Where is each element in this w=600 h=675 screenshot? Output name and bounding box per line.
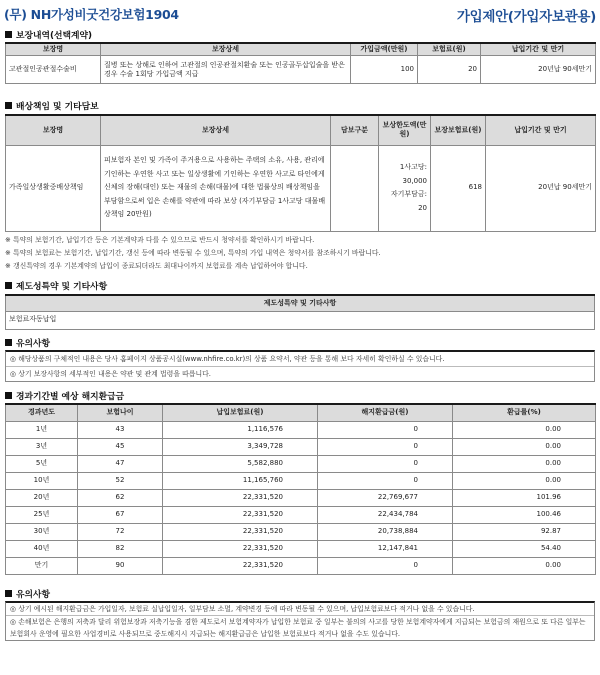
- refund-cell: 3,349,728: [163, 438, 318, 455]
- refund-cell: 43: [78, 421, 163, 438]
- table-header-row: 경과년도 보험나이 납입보험료(원) 해지환급금(원) 환급률(%): [6, 404, 596, 421]
- liability-period: 20년납 90세만기: [486, 145, 596, 231]
- refund-cell: 101.96: [453, 489, 596, 506]
- square-bullet-icon: [5, 392, 12, 399]
- table-row: [6, 506, 596, 523]
- liability-section-title: 배상책임 및 기타담보: [5, 99, 99, 112]
- refund-section-title: 경과기간별 예상 해지환급금: [5, 389, 124, 402]
- refund-cell: 20년: [6, 489, 78, 506]
- refund-cell: 0.00: [453, 455, 596, 472]
- liability-premium: 618: [431, 145, 486, 231]
- refund-cell: 30년: [6, 523, 78, 540]
- refund-cell: 22,331,520: [163, 540, 318, 557]
- table-row: [6, 145, 596, 231]
- coverage-amount: 100: [351, 56, 418, 84]
- liability-type: [331, 145, 379, 231]
- refund-cell: 52: [78, 472, 163, 489]
- refund-cell: 0: [318, 557, 453, 574]
- liability-detail: 피보험자 본인 및 가족이 주거용으로 사용하는 주택의 소유, 사용, 관리에 기인하는 우연한 사고 또는 일상생활에 기인하는 우연한 사고로 타인에게 신체의 장해(대인) 또는 재물의 손해(대물)에 대한 법률상의 배상책임을 부담함으로써 입은 손해를 약관에 따라 보상 (자기부담금 1사고당 대물배상책임 20만원): [101, 145, 331, 231]
- refund-cell: 5년: [6, 455, 78, 472]
- table-row: [6, 421, 596, 438]
- system-item: 보험료자동납입: [6, 311, 595, 329]
- refund-cell: 22,331,520: [163, 523, 318, 540]
- refund-cell: 10년: [6, 472, 78, 489]
- system-section-title: 제도성특약 및 기타사항: [5, 279, 107, 292]
- coverage-premium: 20: [418, 56, 481, 84]
- refund-cell: 1년: [6, 421, 78, 438]
- coverage-detail: 질병 또는 상해로 인하여 고관절의 인공관절치환술 또는 인공골두삽입술을 받은 경우 수술 1회당 가입금액 지급: [101, 56, 351, 84]
- refund-cell: 3년: [6, 438, 78, 455]
- square-bullet-icon: [5, 282, 12, 289]
- note-item: ※ 특약의 보험기간, 납입기간 등은 기본계약과 다를 수 있으므로 반드시 청약서를 확인하시기 바랍니다.: [5, 236, 315, 244]
- table-row: [6, 472, 596, 489]
- refund-cell: 11,165,760: [163, 472, 318, 489]
- refund-cell: 82: [78, 540, 163, 557]
- refund-cell: 22,434,784: [318, 506, 453, 523]
- refund-cell: 0.00: [453, 557, 596, 574]
- coverage-name: 고관절인공관절수술비: [6, 56, 101, 84]
- caution-line: ◎ 손해보험은 은행의 저축과 달리 위험보장과 저축기능을 겸한 제도로서 보험계약자가 납입한 보험료 중 일부는 불의의 사고를 당한 보험계약자에게 지급되는 보험금의 재원으로 또 다른 일부는 보험회사 운영에 필요한 사업경비로 사용되므로 중도해지시 지급되는 해지환급금은 납입한 보험료보다 적거나 없을 수도 있습니다.: [6, 615, 594, 640]
- note-item: ※ 갱신특약의 경우 기본계약의 납입이 종료되더라도 최대나이까지 보험료를 계속 납입하여야 합니다.: [5, 262, 308, 270]
- refund-cell: 45: [78, 438, 163, 455]
- refund-cell: 0.00: [453, 438, 596, 455]
- table-header-row: 보장명 보장상세 담보구분 보상한도액(만원) 보장보험료(원) 납입기간 및 만기: [6, 115, 596, 145]
- refund-cell: 0: [318, 421, 453, 438]
- refund-cell: 0: [318, 455, 453, 472]
- square-bullet-icon: [5, 102, 12, 109]
- company-product-title: (무) NH가성비굿건강보험1904: [4, 7, 179, 22]
- refund-cell: 5,582,880: [163, 455, 318, 472]
- refund-cell: 22,331,520: [163, 489, 318, 506]
- table-header-row: 보장명 보장상세 가입금액(만원) 보험료(원) 납입기간 및 만기: [6, 43, 596, 56]
- notes-list: [5, 234, 595, 273]
- caution2-box: [5, 601, 595, 641]
- table-row: [6, 523, 596, 540]
- table-row: [6, 455, 596, 472]
- coverage-table: [5, 42, 596, 84]
- square-bullet-icon: [5, 31, 12, 38]
- liability-name: 가족일상생활중배상책임: [6, 145, 101, 231]
- square-bullet-icon: [5, 339, 12, 346]
- refund-cell: 72: [78, 523, 163, 540]
- liability-limit: 1사고당: 30,000 자기부담금: 20: [379, 145, 431, 231]
- refund-cell: 54.40: [453, 540, 596, 557]
- caution-line: ◎ 상기 보장사항의 세부적인 내용은 약관 및 관계 법령을 따릅니다.: [6, 366, 594, 381]
- caution1-box: [5, 350, 595, 382]
- refund-cell: 90: [78, 557, 163, 574]
- table-row: [6, 557, 596, 574]
- refund-cell: 62: [78, 489, 163, 506]
- table-row: [6, 489, 596, 506]
- refund-cell: 0.00: [453, 421, 596, 438]
- table-row: [6, 311, 595, 329]
- coverage-period: 20년납 90세만기: [481, 56, 596, 84]
- refund-cell: 12,147,841: [318, 540, 453, 557]
- document-type-title: 가입제안(가입자보관용): [456, 9, 596, 25]
- document-header: [4, 3, 596, 23]
- refund-cell: 67: [78, 506, 163, 523]
- refund-cell: 47: [78, 455, 163, 472]
- square-bullet-icon: [5, 590, 12, 597]
- refund-cell: 0: [318, 438, 453, 455]
- table-row: [6, 438, 596, 455]
- table-row: [6, 540, 596, 557]
- refund-cell: 100.46: [453, 506, 596, 523]
- refund-cell: 22,331,520: [163, 506, 318, 523]
- liability-table: [5, 114, 596, 232]
- refund-cell: 22,331,520: [163, 557, 318, 574]
- caution1-section-title: 유의사항: [5, 336, 50, 349]
- coverage-section-title: 보장내역(선택계약): [5, 28, 92, 41]
- refund-cell: 20,738,884: [318, 523, 453, 540]
- refund-cell: 92.87: [453, 523, 596, 540]
- caution-line: ◎ 해당상품의 구체적인 내용은 당사 홈페이지 상품공시실(www.nhfire.co.kr)의 상품 요약서, 약관 등을 통해 보다 자세히 확인하실 수 있습니다.: [10, 355, 445, 363]
- refund-cell: 40년: [6, 540, 78, 557]
- refund-cell: 0: [318, 472, 453, 489]
- refund-table: [5, 403, 596, 575]
- caution-line: ◎ 상기 예시된 해지환급금은 가입일자, 보험료 실납입일자, 일부담보 소멸, 계약변경 등에 따라 변동될 수 있으며, 납입보험료보다 적거나 없을 수 있습니다.: [10, 605, 475, 613]
- note-item: ※ 특약의 보험료는 보험기간, 납입기간, 갱신 등에 따라 변동될 수 있으며, 특약의 가입 내역은 청약서를 참조하시기 바랍니다.: [5, 249, 381, 257]
- table-row: [6, 56, 596, 84]
- refund-cell: 25년: [6, 506, 78, 523]
- table-header-row: 제도성특약 및 기타사항: [6, 295, 595, 311]
- refund-cell: 1,116,576: [163, 421, 318, 438]
- system-table: [5, 294, 595, 330]
- refund-cell: 0.00: [453, 472, 596, 489]
- refund-cell: 만기: [6, 557, 78, 574]
- caution2-section-title: 유의사항: [5, 587, 50, 600]
- refund-cell: 22,769,677: [318, 489, 453, 506]
